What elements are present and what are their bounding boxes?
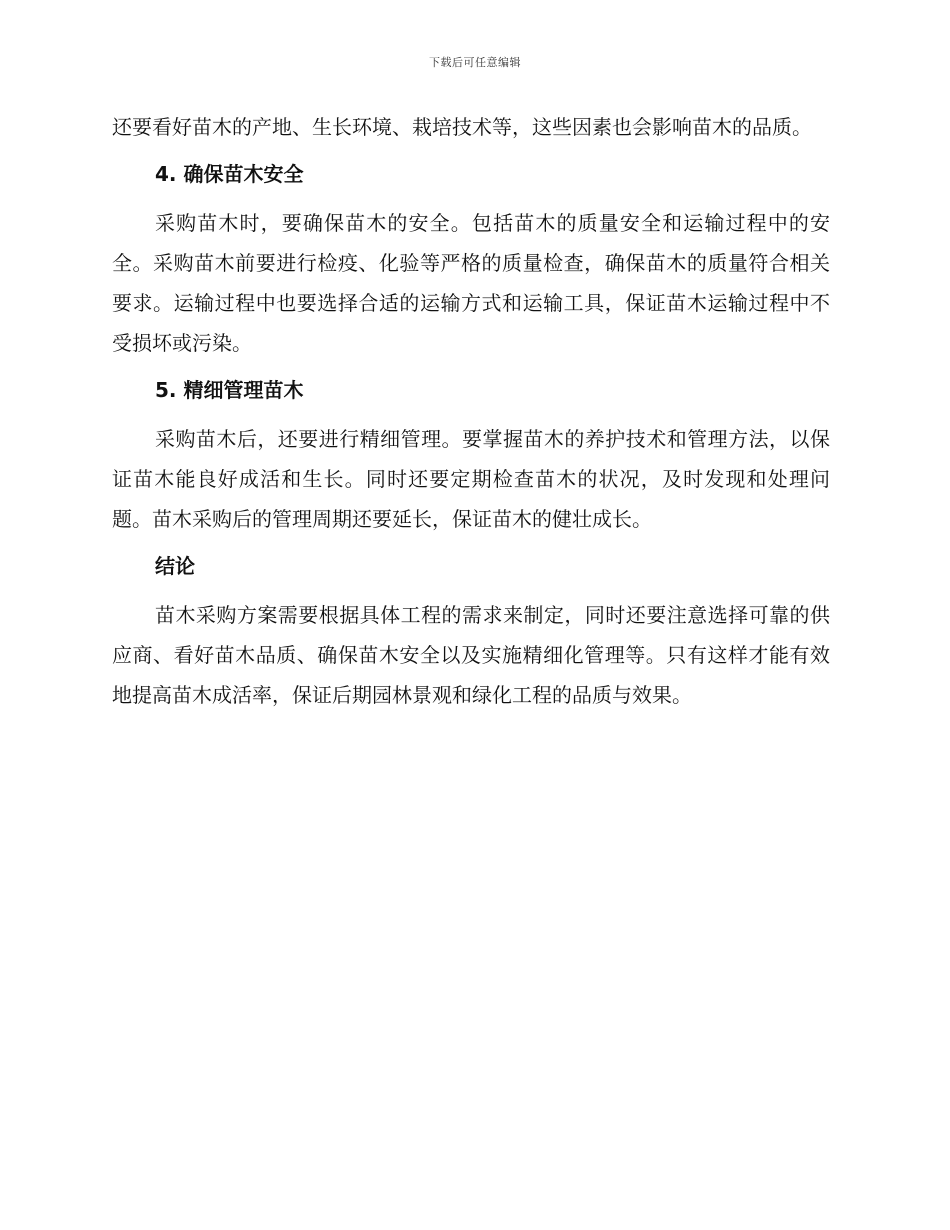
heading-conclusion: 结论 — [155, 554, 195, 578]
heading-ensure-seedling-safety: 4. 确保苗木安全 — [155, 162, 304, 186]
paragraph-seedling-safety: 采购苗木时，要确保苗木的安全。包括苗木的质量安全和运输过程中的安全。采购苗木前要进行检疫、化验等严格的质量检查，确保苗木的质量符合相关要求。运输过程中也要选择合适的运输方式和运输工具，保证苗木运输过程中不受损坏或污染。 — [112, 211, 830, 355]
heading-fine-management: 5. 精细管理苗木 — [155, 378, 304, 402]
paragraph-fine-management: 采购苗木后，还要进行精细管理。要掌握苗木的养护技术和管理方法，以保证苗木能良好成活和生长。同时还要定期检查苗木的状况，及时发现和处理问题。苗木采购后的管理周期还要延长，保证苗木的健壮成长。 — [112, 427, 830, 531]
paragraph-continuation: 还要看好苗木的产地、生长环境、栽培技术等，这些因素也会影响苗木的品质。 — [112, 115, 812, 139]
document-body — [112, 107, 830, 722]
paragraph-conclusion: 苗木采购方案需要根据具体工程的需求来制定，同时还要注意选择可靠的供应商、看好苗木品质、确保苗木安全以及实施精细化管理等。只有这样才能有效地提高苗木成活率，保证后期园林景观和绿化工程的品质与效果。 — [112, 603, 830, 707]
page-header: 下载后可任意编辑 — [429, 56, 521, 69]
